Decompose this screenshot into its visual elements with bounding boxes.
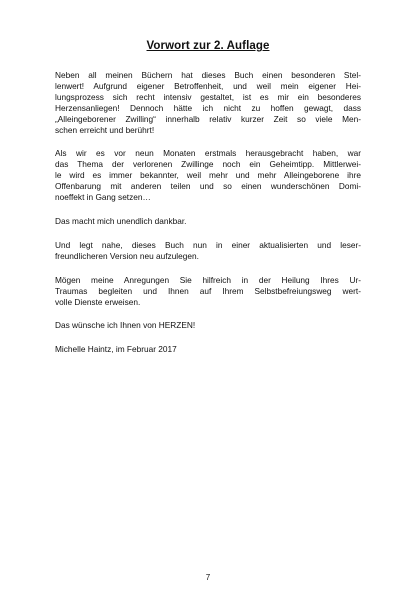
text-line: „Alleingeborener Zwilling“ innerhalb relativ kurzer Zeit so viele Men- [55,113,361,124]
paragraph-1 [55,70,361,135]
body-text [55,70,361,368]
text-line: noeffekt in Gang setzen… [55,192,151,203]
paragraph-4 [55,240,361,262]
text-line: Michelle Haintz, im Februar 2017 [55,344,177,355]
page-number: 7 [205,573,211,582]
text-line: Neben all meinen Büchern hat dieses Buch einen besonderen Stel- [55,70,361,80]
text-line: Traumas begleiten und Ihnen auf Ihrem Selbstbefreiungsweg wert- [55,285,361,296]
page-title: Vorwort zur 2. Auflage [146,40,270,52]
text-line: Und legt nahe, dieses Buch nun in einer aktualisierten und leser- [55,239,361,250]
text-line: Herzensanliegen! Dennoch hätte ich nicht zu hoffen gewagt, dass [55,102,361,113]
text-line: lungsprozess sich recht intensiv gestaltet, ist es mir ein besonderes [55,91,361,102]
text-line: volle Dienste erweisen. [55,296,141,307]
text-line: Das wünsche ich Ihnen von HERZEN! [55,320,196,331]
paragraph-6 [55,320,361,331]
signature-line [55,344,361,355]
paragraph-3 [55,216,361,227]
text-line: freundlicheren Version neu aufzulegen. [55,250,199,261]
text-line: schen erreicht und berührt! [55,124,155,135]
paragraph-5 [55,275,361,308]
text-line: Mögen meine Anregungen Sie hilfreich in der Heilung Ihres Ur- [55,274,361,285]
text-line: Als wir es vor neun Monaten erstmals herausgebracht haben, war [55,148,361,159]
text-line: das Thema der verlorenen Zwillinge noch ein Geheimtipp. Mittlerwei- [55,159,361,170]
paragraph-2 [55,148,361,203]
text-line: le wird es immer bekannter, weil mehr und mehr Alleingeborene ihre [55,170,361,181]
text-line: Das macht mich unendlich dankbar. [55,215,187,226]
text-line: Offenbarung mit anderen teilen und so einen wunderschönen Domi- [55,181,361,192]
text-line: lenwert! Aufgrund eigener Betroffenheit, und weil mein eigener Hei- [55,80,361,91]
